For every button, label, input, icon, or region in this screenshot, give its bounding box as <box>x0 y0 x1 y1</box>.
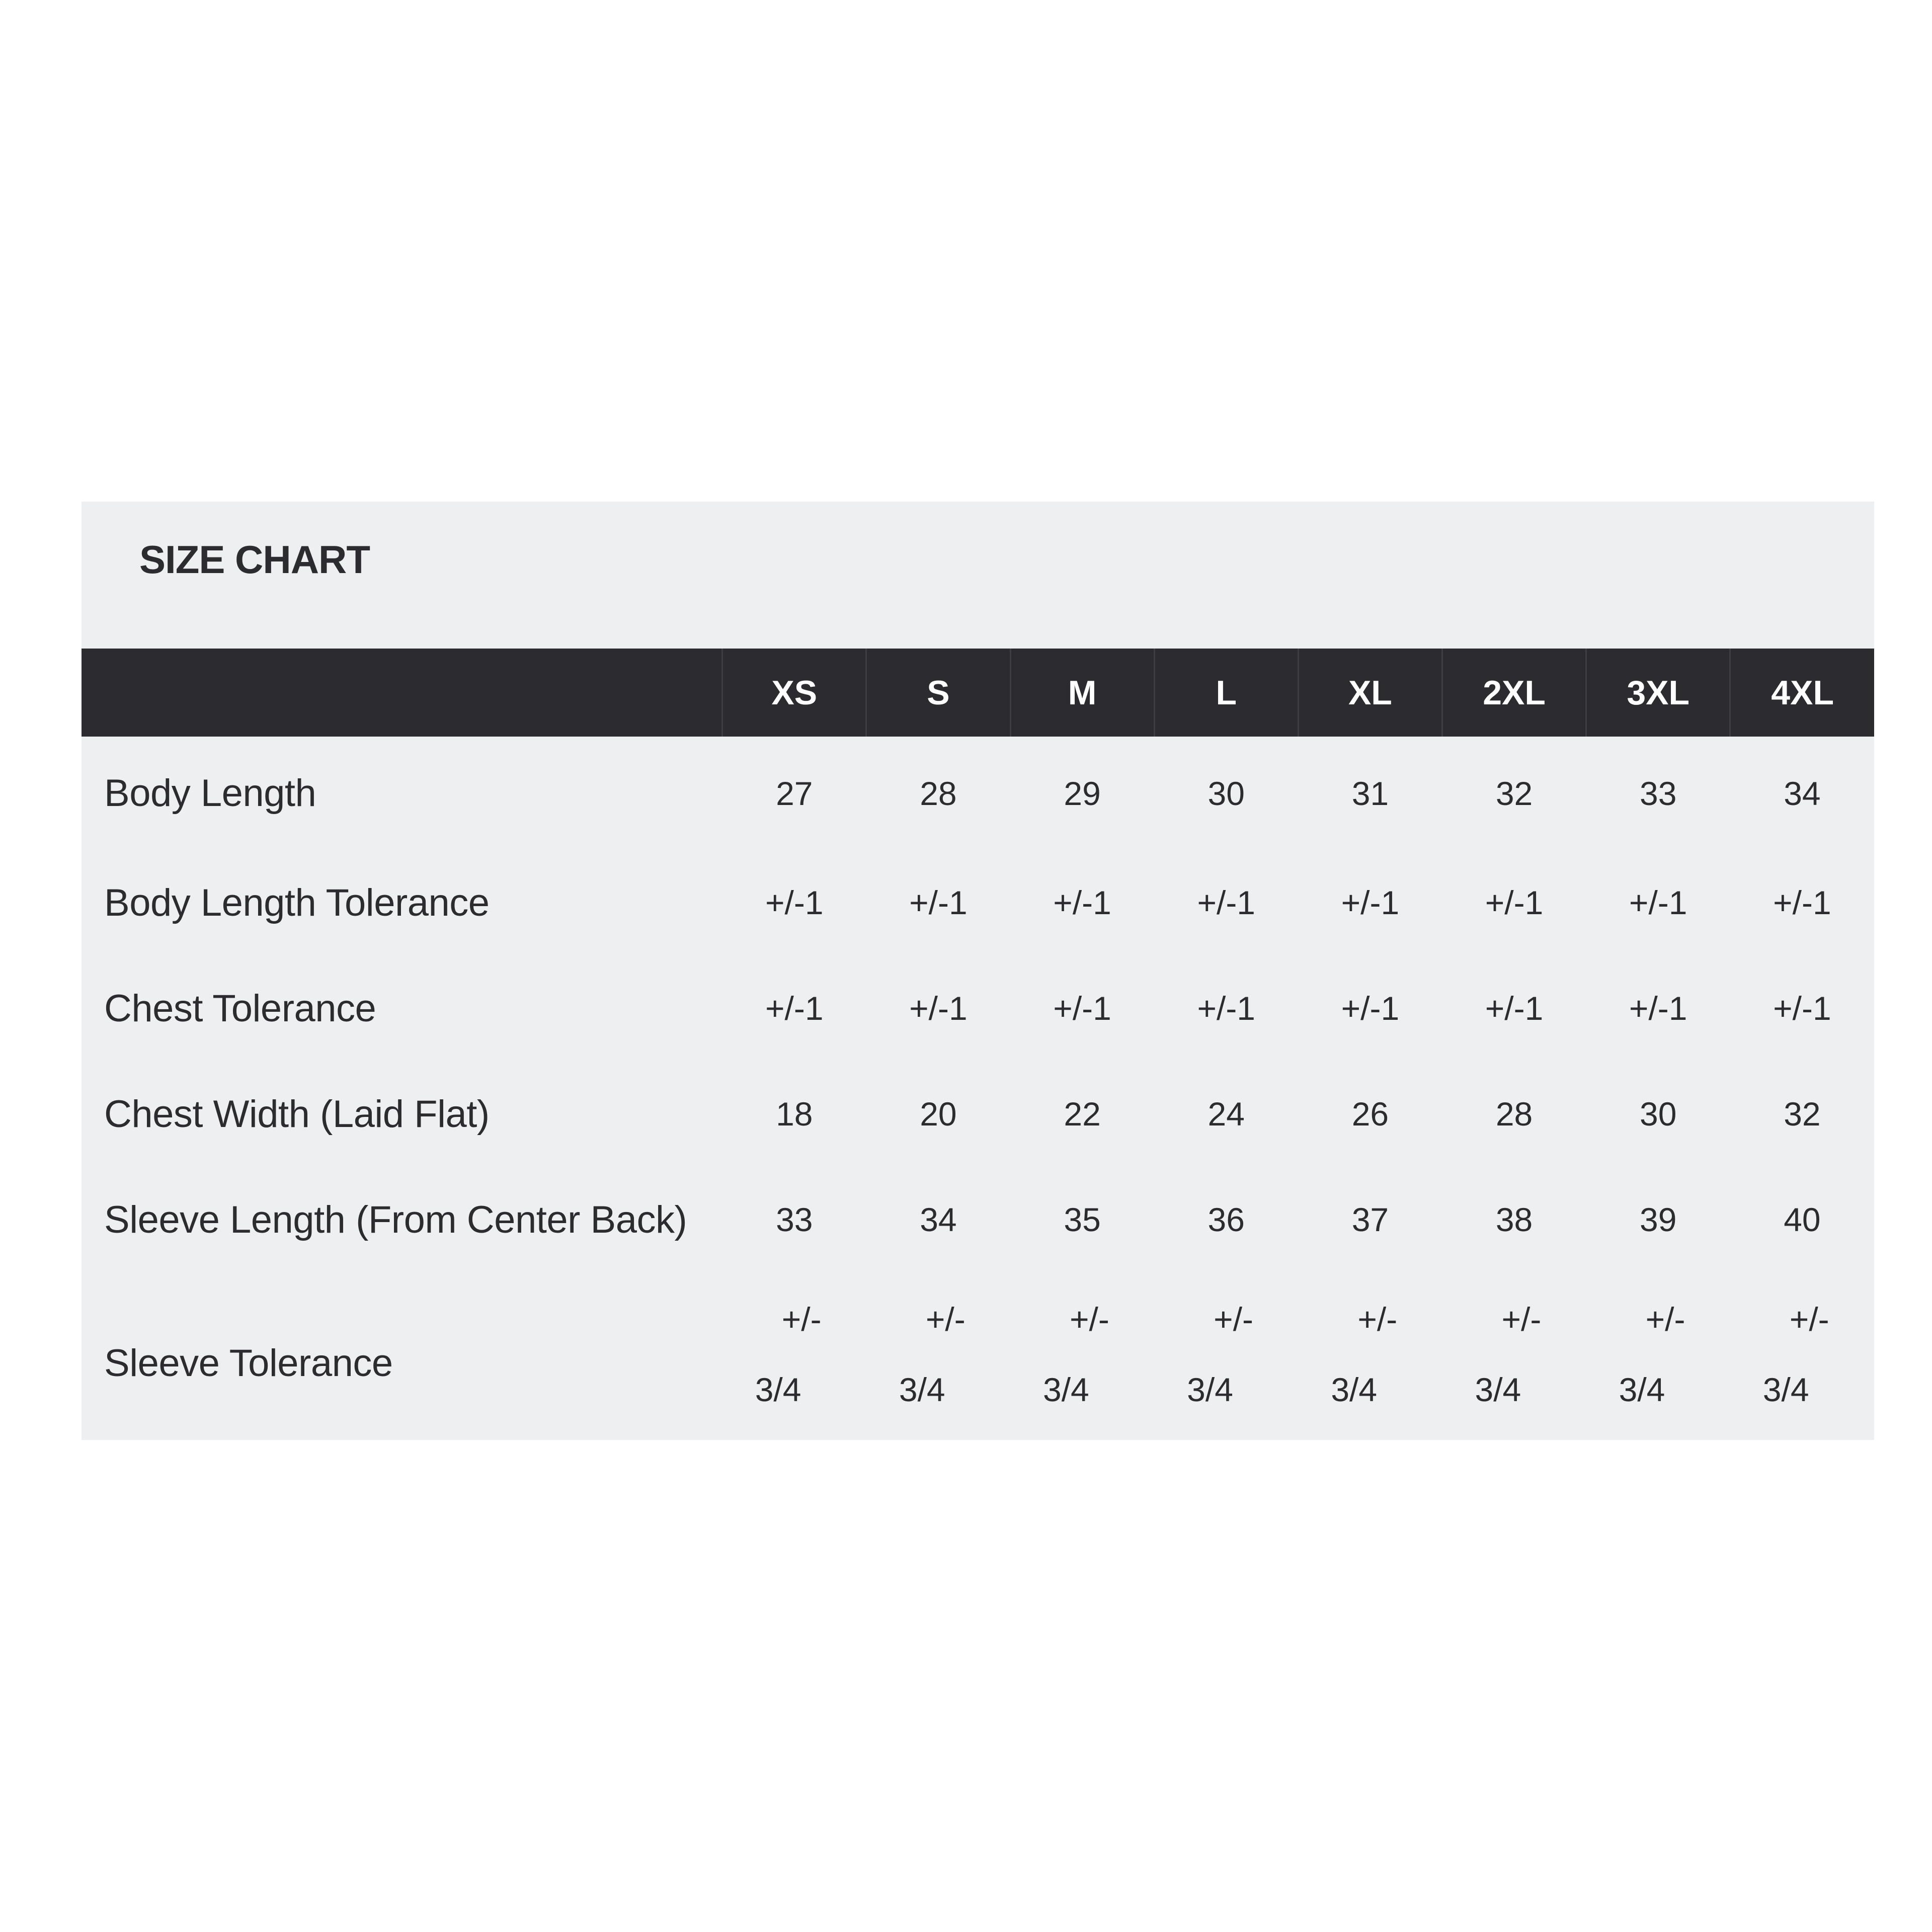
table-cell: 27 <box>776 774 813 812</box>
table-cell: +/-1 <box>1053 990 1111 1027</box>
row-label: Chest Width (Laid Flat) <box>104 1092 490 1136</box>
size-chart-table <box>82 649 1874 1454</box>
chart-title: SIZE CHART <box>139 537 370 582</box>
tolerance-sign: +/- <box>1789 1301 1829 1338</box>
table-cell: 35 <box>1064 1201 1101 1238</box>
table-cell: 34 <box>1784 774 1821 812</box>
table-cell: +/-1 <box>909 990 968 1027</box>
table-cell: +/-1 <box>1341 884 1400 921</box>
tolerance-value: 3/4 <box>1043 1371 1089 1408</box>
size-header-2xl: 2XL <box>1442 649 1586 737</box>
table-cell: 22 <box>1064 1095 1101 1133</box>
table-cell <box>1442 1272 1586 1454</box>
tolerance-value: 3/4 <box>1762 1371 1809 1408</box>
tolerance-sign: +/- <box>1070 1301 1109 1338</box>
tolerance-sign: +/- <box>1214 1301 1254 1338</box>
size-header-xs: XS <box>722 649 866 737</box>
tolerance-value: 3/4 <box>899 1371 945 1408</box>
table-cell: +/-1 <box>1485 884 1544 921</box>
table-cell: 31 <box>1351 774 1389 812</box>
table-cell: 36 <box>1208 1201 1245 1238</box>
size-header-xl: XL <box>1298 649 1442 737</box>
tolerance-sign: +/- <box>1645 1301 1685 1338</box>
table-cell: 28 <box>1495 1095 1533 1133</box>
table-row-chest-width <box>82 1061 1874 1167</box>
table-cell: +/-1 <box>765 884 824 921</box>
table-cell: 32 <box>1495 774 1533 812</box>
table-cell <box>1586 1272 1730 1454</box>
table-cell: 39 <box>1640 1201 1677 1238</box>
table-cell: 30 <box>1640 1095 1677 1133</box>
table-cell: 40 <box>1784 1201 1821 1238</box>
table-cell: 26 <box>1351 1095 1389 1133</box>
table-row-sleeve-length <box>82 1167 1874 1272</box>
table-cell: 18 <box>776 1095 813 1133</box>
table-cell: 30 <box>1208 774 1245 812</box>
row-label: Body Length <box>104 772 316 815</box>
table-cell: +/-1 <box>1629 990 1687 1027</box>
table-row-chest-tolerance <box>82 955 1874 1061</box>
table-cell: +/-1 <box>1773 884 1831 921</box>
table-cell: +/-1 <box>765 990 824 1027</box>
row-label: Sleeve Length (From Center Back) <box>104 1198 687 1241</box>
table-cell: 32 <box>1784 1095 1821 1133</box>
table-cell: +/-1 <box>1341 990 1400 1027</box>
table-cell: +/-1 <box>909 884 968 921</box>
size-header-3xl: 3XL <box>1586 649 1730 737</box>
table-cell: 33 <box>776 1201 813 1238</box>
table-cell <box>866 1272 1010 1454</box>
tolerance-value: 3/4 <box>1331 1371 1378 1408</box>
table-cell: 24 <box>1208 1095 1245 1133</box>
table-cell: 38 <box>1495 1201 1533 1238</box>
table-cell: +/-1 <box>1773 990 1831 1027</box>
row-label: Body Length Tolerance <box>104 881 490 924</box>
table-cell: +/-1 <box>1197 990 1256 1027</box>
header-row <box>82 649 1874 737</box>
table-cell: +/-1 <box>1629 884 1687 921</box>
tolerance-value: 3/4 <box>755 1371 801 1408</box>
row-label: Chest Tolerance <box>104 987 376 1030</box>
table-cell: +/-1 <box>1197 884 1256 921</box>
table-row-body-length <box>82 737 1874 850</box>
table-cell <box>1010 1272 1154 1454</box>
table-cell: +/-1 <box>1053 884 1111 921</box>
table-cell <box>1298 1272 1442 1454</box>
size-header-4xl: 4XL <box>1730 649 1874 737</box>
table-cell: 20 <box>920 1095 957 1133</box>
tolerance-sign: +/- <box>1357 1301 1398 1338</box>
size-header-s: S <box>866 649 1010 737</box>
tolerance-sign: +/- <box>925 1301 965 1338</box>
table-cell: 28 <box>920 774 957 812</box>
table-row-sleeve-tolerance <box>82 1272 1874 1454</box>
tolerance-value: 3/4 <box>1475 1371 1521 1408</box>
table-cell: 33 <box>1640 774 1677 812</box>
header-blank-cell <box>82 649 722 737</box>
tolerance-sign: +/- <box>1501 1301 1542 1338</box>
size-header-m: M <box>1010 649 1154 737</box>
table-cell <box>722 1272 866 1454</box>
tolerance-value: 3/4 <box>1619 1371 1665 1408</box>
size-chart-panel <box>82 502 1874 1440</box>
size-header-l: L <box>1154 649 1298 737</box>
table-cell: 34 <box>920 1201 957 1238</box>
table-cell <box>1154 1272 1298 1454</box>
row-label: Sleeve Tolerance <box>104 1341 393 1385</box>
tolerance-value: 3/4 <box>1187 1371 1233 1408</box>
table-row-body-length-tolerance <box>82 850 1874 955</box>
table-cell: 37 <box>1351 1201 1389 1238</box>
table-cell <box>1730 1272 1874 1454</box>
table-cell: 29 <box>1064 774 1101 812</box>
tolerance-sign: +/- <box>781 1301 822 1338</box>
table-cell: +/-1 <box>1485 990 1544 1027</box>
